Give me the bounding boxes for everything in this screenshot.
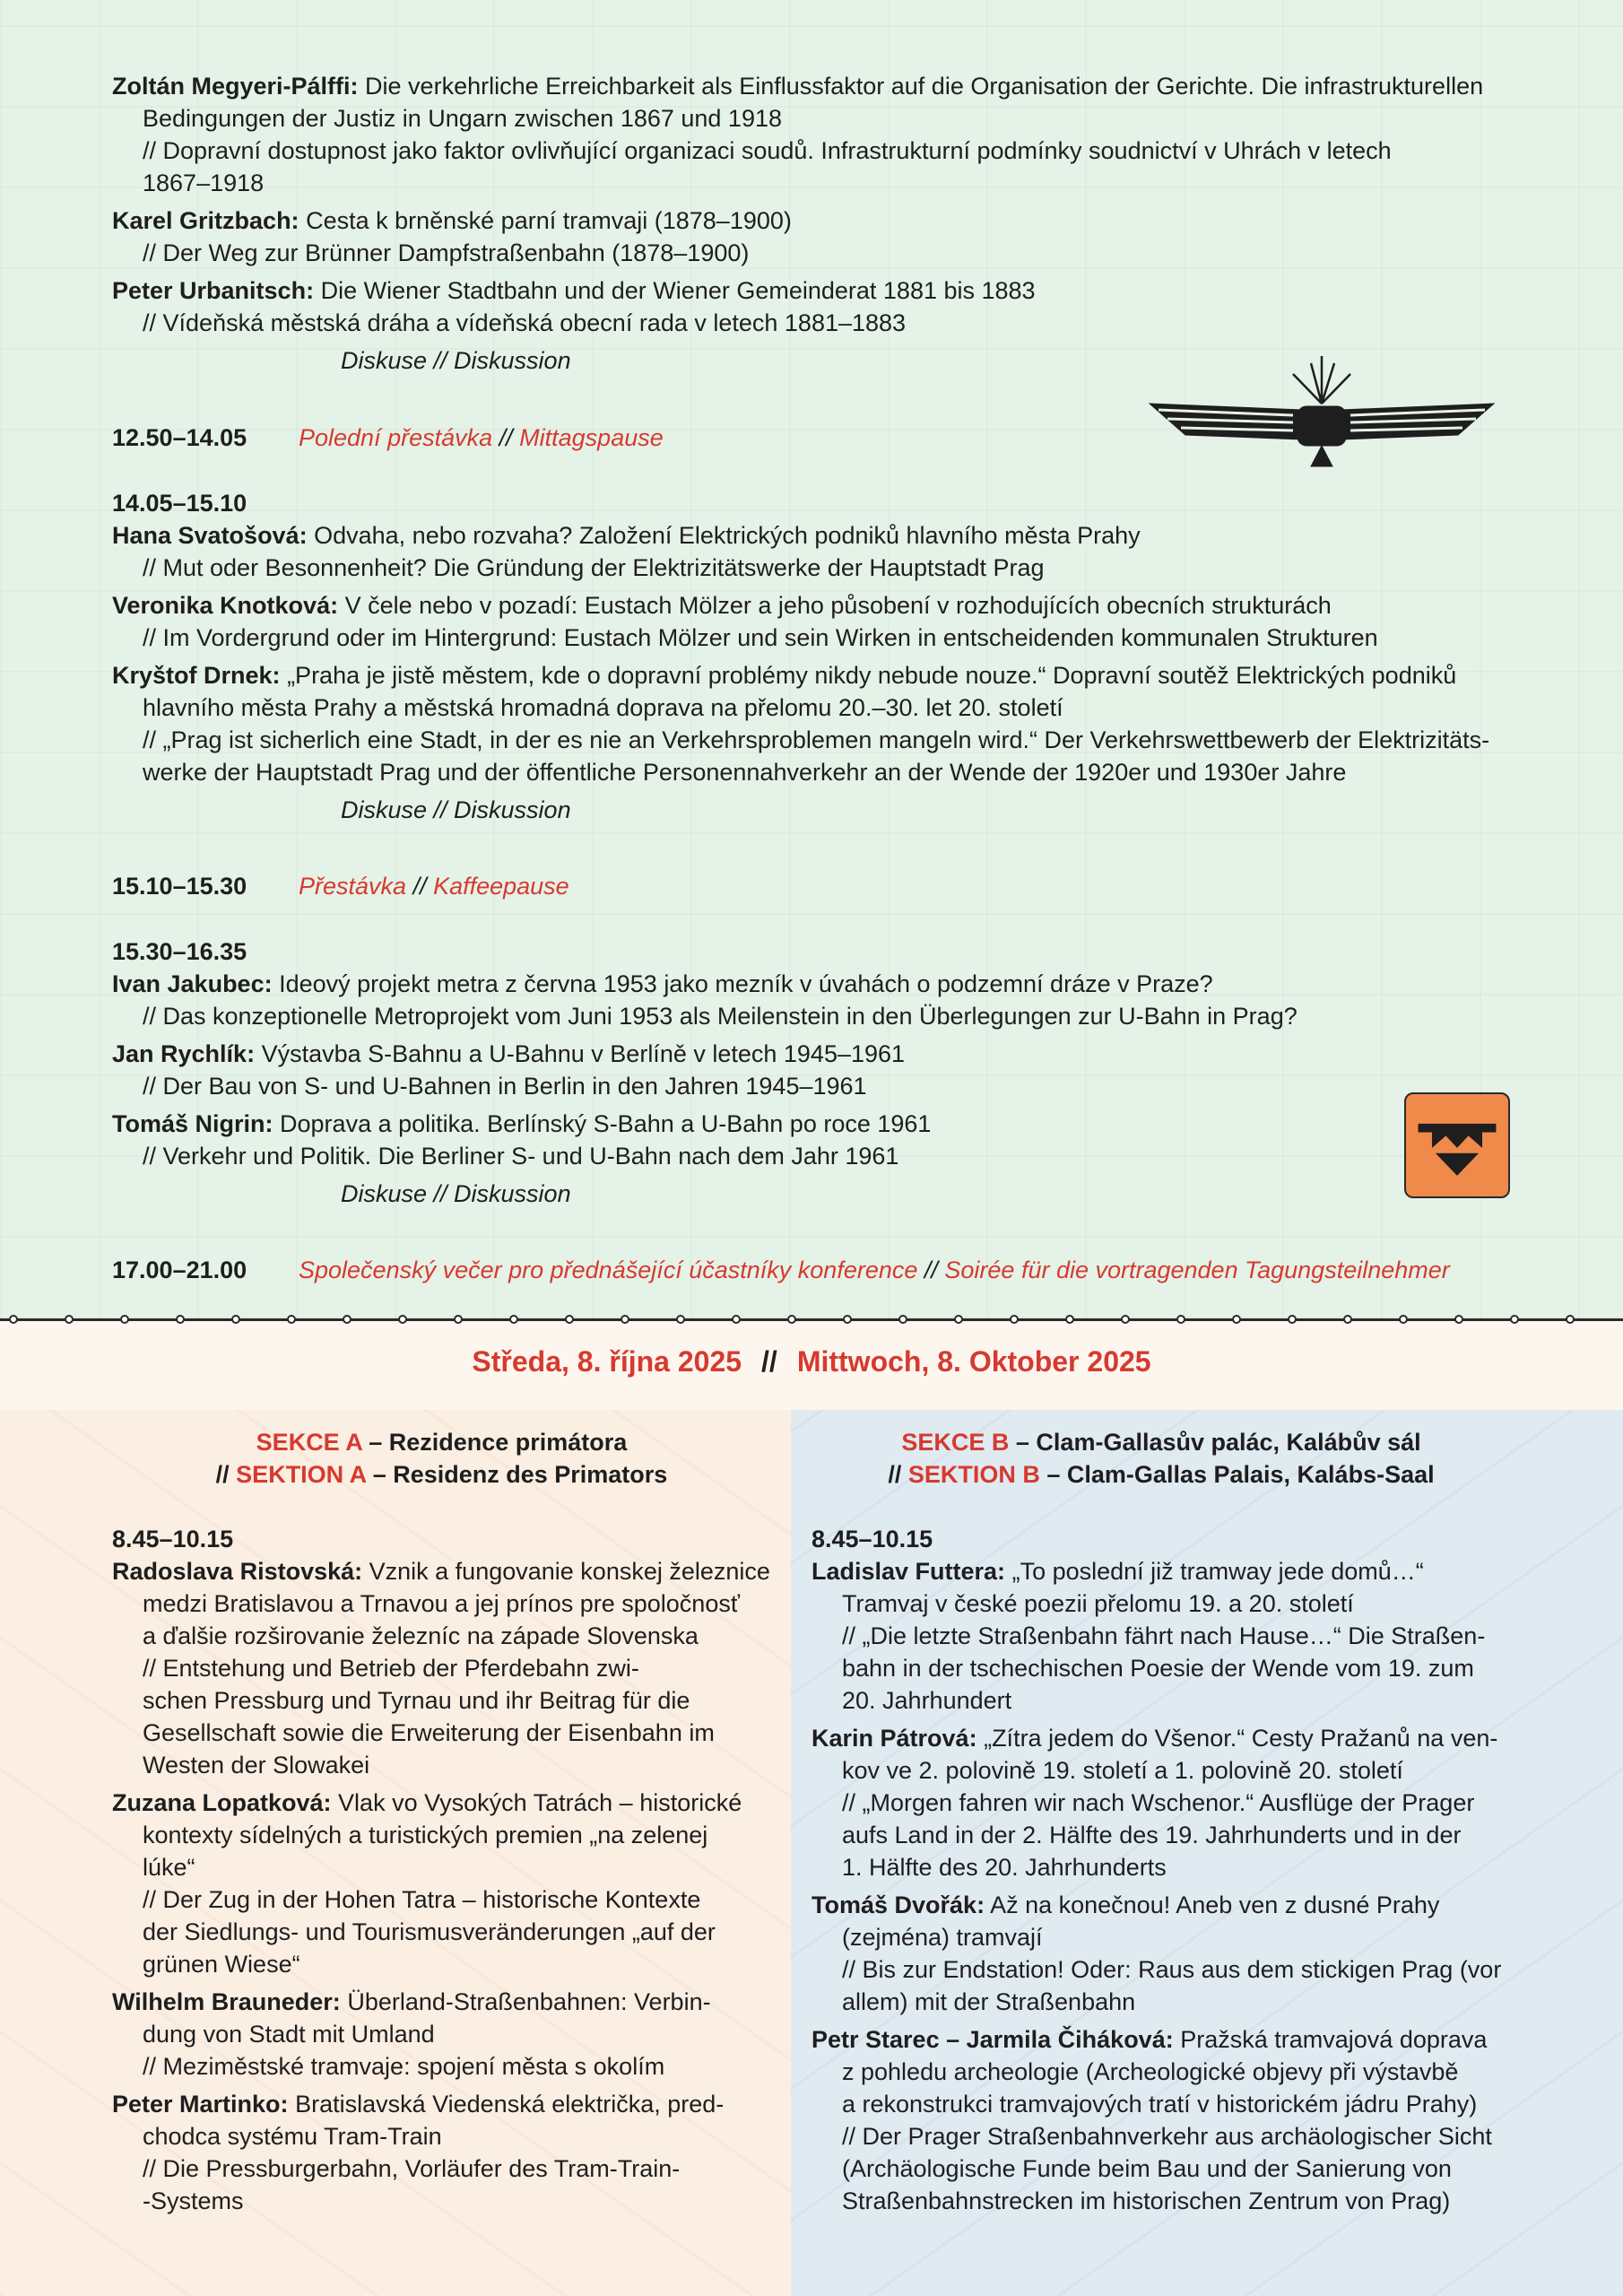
event-label-cz: Společenský večer pro přednášející účastníky konference (299, 1257, 918, 1283)
talk-title: Vznik a fungovanie konskej železnice (369, 1558, 770, 1585)
section-label: SEKTION B (907, 1461, 1040, 1488)
rail-dot (565, 1315, 574, 1324)
talk-title: Cesta k brněnské parní tramvaji (1878–1900) (306, 207, 792, 234)
session-time: 14.05–15.10 (112, 490, 247, 517)
rail-dot (1176, 1315, 1185, 1324)
talk-line: // Der Zug in der Hohen Tatra – historische Kontexte (143, 1886, 701, 1913)
separator: // (888, 1461, 908, 1488)
speaker-name: Tomáš Nigrin: (112, 1110, 273, 1137)
talk-line: lúke“ (143, 1854, 195, 1881)
section-venue: – Clam-Gallasův palác, Kalábův sál (1009, 1429, 1421, 1456)
speaker-name: Kryštof Drnek: (112, 662, 281, 689)
speaker-name: Jan Rychlík: (112, 1040, 256, 1067)
discussion-label: Diskuse // Diskussion (341, 796, 571, 823)
rail-dot (1343, 1315, 1352, 1324)
talk-line: dung von Stadt mit Umland (143, 2021, 435, 2048)
session-time: 8.45–10.15 (812, 1526, 933, 1552)
talk-line: (zejména) tramvají (842, 1924, 1043, 1951)
rail-dot (621, 1315, 629, 1324)
talk-line: aufs Land in der 2. Hälfte des 19. Jahrhunderts und in der (842, 1822, 1462, 1848)
session-1 (112, 70, 1520, 377)
speaker-name: Karin Pátrová: (812, 1725, 977, 1752)
talk-line: // „Prag ist sicherlich eine Stadt, in der es nie an Verkehrsproblemen mangeln wird.“ Der Verkehrswettbewerb der Elektrizitäts- (143, 726, 1490, 753)
speaker-name: Zoltán Megyeri-Pálffi: (112, 73, 359, 100)
talk-line: // Der Bau von S- und U-Bahnen in Berlin in den Jahren 1945–1961 (143, 1073, 867, 1100)
talk-line: -Systems (143, 2187, 244, 2214)
day-heading (0, 1345, 1623, 1378)
rail-dot (1065, 1315, 1074, 1324)
talk-title: Až na konečnou! Aneb ven z dusné Prahy (990, 1892, 1440, 1918)
rail-line (0, 1318, 1623, 1321)
talk-line: bahn in der tschechischen Poesie der Wende vom 19. zum (842, 1655, 1474, 1682)
day-heading-de: Mittwoch, 8. Oktober 2025 (796, 1345, 1151, 1378)
talk-line: a rekonstrukci tramvajových tratí v historickém jádru Prahy) (842, 2091, 1478, 2118)
rail-dot (1399, 1315, 1408, 1324)
event-time: 17.00–21.00 (112, 1257, 247, 1283)
talk-title: Ideový projekt metra z června 1953 jako mezník v úvahách o podzemní dráze v Praze? (279, 970, 1213, 997)
talk-line: // Der Prager Straßenbahnverkehr aus archäologischer Sicht (842, 2123, 1492, 2150)
lunch-break (112, 422, 664, 454)
talk-title: Pražská tramvajová doprava (1180, 2026, 1488, 2053)
break-time: 12.50–14.05 (112, 424, 247, 451)
rail-divider (0, 1315, 1623, 1324)
talk-title: Bratislavská Viedenská električka, pred- (295, 2091, 725, 2118)
talk-line: Straßenbahnstrecken im historischen Zentrum von Prag) (842, 2187, 1451, 2214)
speaker-name: Radoslava Ristovská: (112, 1558, 363, 1585)
talk-line: der Siedlungs- und Tourismusveränderungen „auf der (143, 1918, 716, 1945)
talk-line: allem) mit der Straßenbahn (842, 1988, 1136, 2015)
talk-line: // Meziměstské tramvaje: spojení města s okolím (143, 2053, 665, 2080)
talk-entry (812, 1889, 1601, 2018)
talk-line: Gesellschaft sowie die Erweiterung der Eisenbahn im (143, 1719, 715, 1746)
talk-title: Die verkehrliche Erreichbarkeit als Einflussfaktor auf die Organisation der Gerichte. Die infrastrukturellen (365, 73, 1484, 100)
rail-dot (1288, 1315, 1297, 1324)
talk-line: z pohledu archeologie (Archeologické objevy při výstavbě (842, 2058, 1459, 2085)
talk-line: // Entstehung und Betrieb der Pferdebahn zwi- (143, 1655, 639, 1682)
rail-dot (1454, 1315, 1463, 1324)
speaker-name: Hana Svatošová: (112, 522, 308, 549)
rail-dot (9, 1315, 18, 1324)
rail-dot (454, 1315, 463, 1324)
section-label: SEKCE B (901, 1429, 1010, 1456)
talk-line: // Der Weg zur Brünner Dampfstraßenbahn (1878–1900) (143, 239, 750, 266)
section-venue: – Rezidence primátora (361, 1429, 628, 1456)
talk-entry (112, 274, 1520, 339)
talk-line: // Mut oder Besonnenheit? Die Gründung der Elektrizitätswerke der Hauptstadt Prag (143, 554, 1045, 581)
talk-title: „To poslední již tramway jede domů…“ (1011, 1558, 1424, 1585)
talk-line: // Dopravní dostupnost jako faktor ovlivňující organizaci soudů. Infrastrukturní podmínky soudnictví v Uhrách v letech (143, 137, 1392, 164)
rail-dot (1566, 1315, 1575, 1324)
talk-line: medzi Bratislavou a Trnavou a jej prínos pre spoločnosť (143, 1590, 740, 1617)
break-label-cz: Přestávka (299, 873, 407, 900)
speaker-name: Zuzana Lopatková: (112, 1789, 332, 1816)
speaker-name: Karel Gritzbach: (112, 207, 299, 234)
talk-line: hlavního města Prahy a městská hromadná doprava na přelomu 20.–30. let 20. století (143, 694, 1063, 721)
rail-dot (398, 1315, 407, 1324)
speaker-name: Wilhelm Brauneder: (112, 1988, 341, 2015)
talk-entry (112, 1555, 771, 1781)
talk-entry (112, 659, 1520, 788)
discussion-label: Diskuse // Diskussion (341, 347, 571, 374)
discussion-label: Diskuse // Diskussion (341, 1180, 571, 1207)
talk-line: // Das konzeptionelle Metroprojekt vom Juni 1953 als Meilenstein in den Überlegungen zur U-Bahn in Prag? (143, 1003, 1298, 1030)
section-a (112, 1426, 771, 2222)
talk-entry (112, 589, 1520, 654)
talk-entry (112, 1787, 771, 1980)
speaker-name: Peter Urbanitsch: (112, 277, 315, 304)
rail-dot (898, 1315, 907, 1324)
talk-line: Bedingungen der Justiz in Ungarn zwischen 1867 und 1918 (143, 105, 782, 132)
talk-line: kov ve 2. polovině 19. století a 1. polovině 20. století (842, 1757, 1403, 1784)
talk-title: „Zítra jedem do Všenor.“ Cesty Pražanů na ven- (984, 1725, 1498, 1752)
section-a-heading (112, 1426, 771, 1491)
section-label: SEKCE A (256, 1429, 362, 1456)
coffee-break (112, 870, 569, 902)
session-3 (112, 935, 1520, 1210)
rail-dot (343, 1315, 352, 1324)
talk-entry (812, 1555, 1601, 1717)
talk-line: Tramvaj v české poezii přelomu 19. a 20. století (842, 1590, 1354, 1617)
rail-dot (176, 1315, 185, 1324)
section-label: SEKTION A (236, 1461, 367, 1488)
talk-line: // „Die letzte Straßenbahn fährt nach Hause…“ Die Straßen- (842, 1622, 1486, 1649)
talk-entry (112, 1986, 771, 2083)
talk-line: werke der Hauptstadt Prag und der öffentliche Personennahverkehr an der Wende der 1920er und 1930er Jahre (143, 759, 1347, 786)
break-label-cz: Polední přestávka (299, 424, 493, 451)
speaker-name: Peter Martinko: (112, 2091, 289, 2118)
separator: // (492, 424, 520, 451)
session-2 (112, 487, 1520, 826)
rail-dot (732, 1315, 741, 1324)
section-b (812, 1426, 1601, 2222)
rail-dot (843, 1315, 852, 1324)
rail-dot (1121, 1315, 1130, 1324)
talk-title: Überland-Straßenbahnen: Verbin- (347, 1988, 711, 2015)
talk-entry (112, 519, 1520, 584)
rail-dot (954, 1315, 963, 1324)
winged-wheel-emblem-icon (1132, 354, 1512, 471)
rail-dot (65, 1315, 74, 1324)
section-b-heading (812, 1426, 1511, 1491)
separator: // (406, 873, 434, 900)
talk-line: // Bis zur Endstation! Oder: Raus aus dem stickigen Prag (vor (842, 1956, 1502, 1983)
talk-line: 1867–1918 (143, 170, 265, 196)
separator: // (761, 1345, 777, 1378)
break-label-de: Mittagspause (519, 424, 664, 451)
rail-dot (120, 1315, 129, 1324)
talk-entry (812, 1722, 1601, 1883)
talk-entry (112, 70, 1520, 199)
speaker-name: Veronika Knotková: (112, 592, 339, 619)
talk-line: // „Morgen fahren wir nach Wschenor.“ Ausflüge der Prager (842, 1789, 1475, 1816)
break-time: 15.10–15.30 (112, 873, 247, 900)
talk-line: chodca systému Tram-Train (143, 2123, 442, 2150)
talk-line: 20. Jahrhundert (842, 1687, 1012, 1714)
section-venue: – Residenz des Primators (366, 1461, 668, 1488)
session-time: 15.30–16.35 (112, 938, 247, 965)
rail-dot (1010, 1315, 1019, 1324)
rail-dot (1510, 1315, 1519, 1324)
talk-line: 1. Hälfte des 20. Jahrhunderts (842, 1854, 1167, 1881)
talk-title: Die Wiener Stadtbahn und der Wiener Gemeinderat 1881 bis 1883 (320, 277, 1036, 304)
event-label-de: Soirée für die vortragenden Tagungsteilnehmer (944, 1257, 1450, 1283)
talk-line: a ďalšie rozširovanie železníc na západe Slovenska (143, 1622, 699, 1649)
session-time: 8.45–10.15 (112, 1526, 234, 1552)
talk-title: Odvaha, nebo rozvaha? Založení Elektrických podniků hlavního města Prahy (314, 522, 1141, 549)
rail-dot (1232, 1315, 1241, 1324)
talk-line: (Archäologische Funde beim Bau und der Sanierung von (842, 2155, 1452, 2182)
talk-line: Westen der Slowakei (143, 1752, 370, 1779)
talk-entry (112, 968, 1520, 1032)
evening-event (112, 1254, 1450, 1286)
talk-line: kontexty sídelných a turistických premien „na zelenej (143, 1822, 708, 1848)
metro-m-glyph-icon (1406, 1094, 1508, 1196)
talk-title: Výstavba S-Bahnu a U-Bahnu v Berlíně v letech 1945–1961 (261, 1040, 906, 1067)
rail-dot (231, 1315, 240, 1324)
rail-dot (287, 1315, 296, 1324)
talk-entry (812, 2023, 1601, 2217)
talk-line: grünen Wiese“ (143, 1951, 300, 1978)
talk-title: Vlak vo Vysokých Tatrách – historické (338, 1789, 742, 1816)
rail-dot (787, 1315, 796, 1324)
talk-line: schen Pressburg und Tyrnau und ihr Beitrag für die (143, 1687, 690, 1714)
talk-title: „Praha je jistě městem, kde o dopravní problémy nikdy nebude nouze.“ Dopravní soutěž Elektrických podniků (287, 662, 1457, 689)
day-heading-cz: Středa, 8. října 2025 (472, 1345, 742, 1378)
speaker-name: Tomáš Dvořák: (812, 1892, 985, 1918)
talk-entry (112, 2088, 771, 2217)
talk-line: // Im Vordergrund oder im Hintergrund: Eustach Mölzer und sein Wirken in entscheidenden kommunalen Strukturen (143, 624, 1378, 651)
prague-metro-logo-icon (1404, 1092, 1510, 1198)
speaker-name: Ladislav Futtera: (812, 1558, 1006, 1585)
speaker-name: Ivan Jakubec: (112, 970, 273, 997)
talk-line: // Die Pressburgerbahn, Vorläufer des Tram-Train- (143, 2155, 681, 2182)
talk-title: V čele nebo v pozadí: Eustach Mölzer a jeho působení v rozhodujících obecních strukturách (344, 592, 1332, 619)
separator: // (917, 1257, 945, 1283)
talk-entry (112, 1108, 1520, 1172)
separator: // (215, 1461, 237, 1488)
break-label-de: Kaffeepause (433, 873, 569, 900)
speaker-name: Petr Starec – Jarmila Čiháková: (812, 2026, 1174, 2053)
talk-title: Doprava a politika. Berlínský S-Bahn a U-Bahn po roce 1961 (280, 1110, 932, 1137)
section-venue: – Clam-Gallas Palais, Kalábs-Saal (1039, 1461, 1435, 1488)
talk-entry (112, 1038, 1520, 1102)
talk-entry (112, 204, 1520, 269)
talk-line: // Verkehr und Politik. Die Berliner S- und U-Bahn nach dem Jahr 1961 (143, 1143, 899, 1170)
talk-line: // Vídeňská městská dráha a vídeňská obecní rada v letech 1881–1883 (143, 309, 907, 336)
rail-dot (676, 1315, 685, 1324)
rail-dot (509, 1315, 518, 1324)
